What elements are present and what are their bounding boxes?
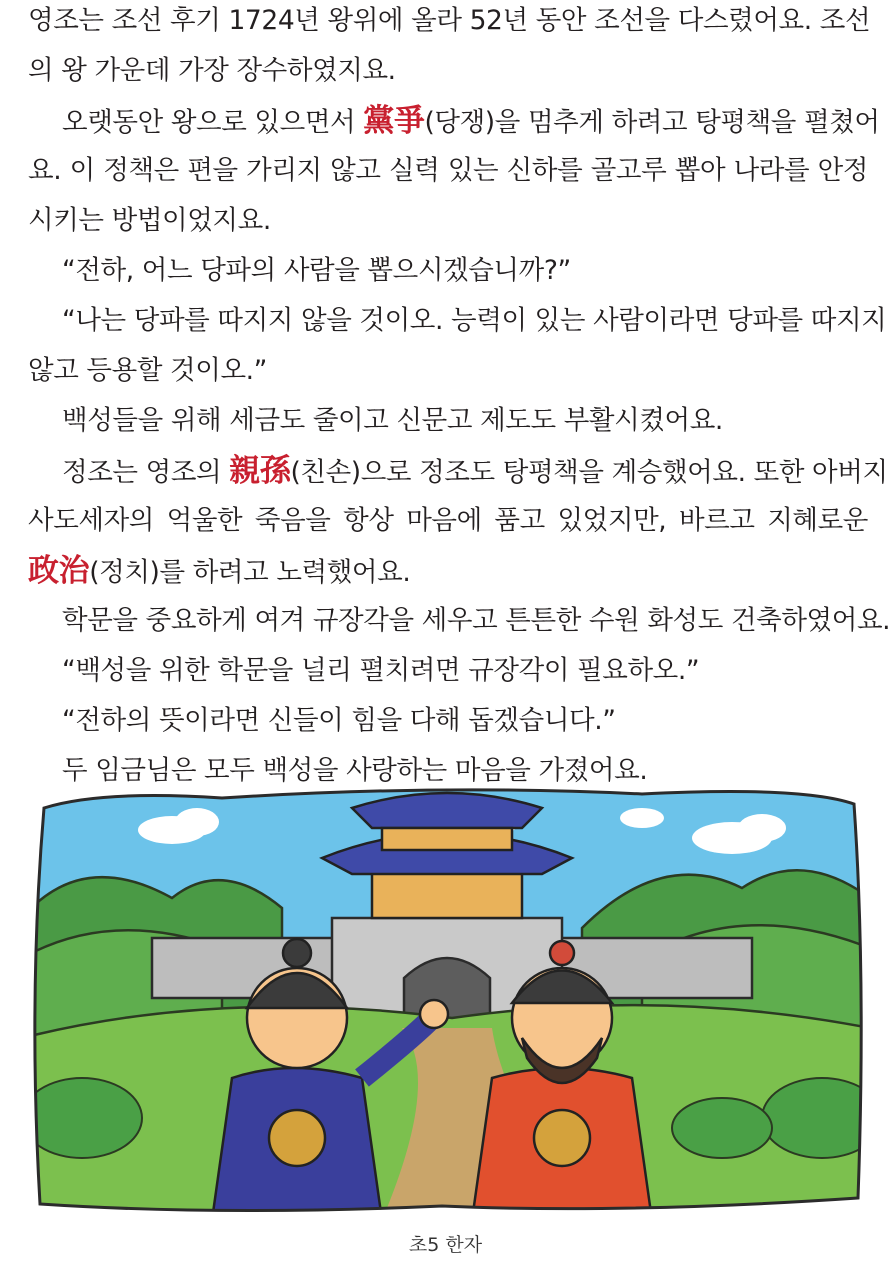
illustration-kings-at-hwaseong <box>22 778 870 1220</box>
paragraph-3: 백성들을 위해 세금도 줄이고 신문고 제도도 부활시켰어요. <box>62 405 723 436</box>
quote-1: “전하, 어느 당파의 사람을 뽑으시겠습니까?” <box>62 255 571 286</box>
hanja-dangjaeng: 黨爭 <box>363 103 425 139</box>
paragraph-1-line-2: 의 왕 가운데 가장 장수하였지요. <box>28 55 396 86</box>
quote-2-line-1: “나는 당파를 따지지 않을 것이오. 능력이 있는 사람이라면 당파를 따지지 <box>62 305 887 336</box>
paragraph-2-line-1: 오랫동안 왕으로 있으면서 黨爭(당쟁)을 멈추게 하려고 탕평책을 펼쳤어 <box>62 103 880 139</box>
quote-3: “백성을 위한 학문을 널리 펼치려면 규장각이 필요하오.” <box>62 655 700 686</box>
paragraph-1-line-1: 영조는 조선 후기 1724년 왕위에 올라 52년 동안 조선을 다스렸어요. 조선 <box>28 5 871 36</box>
paragraph-4-line-1: 정조는 영조의 親孫(친손)으로 정조도 탕평책을 계승했어요. 또한 아버지 <box>62 453 888 489</box>
paragraph-2-line-3: 시키는 방법이었지요. <box>28 205 271 236</box>
hanja-jeongchi: 政治 <box>28 553 90 589</box>
quote-4: “전하의 뜻이라면 신들이 힘을 다해 돕겠습니다.” <box>62 705 616 736</box>
illustration-svg <box>22 778 870 1220</box>
hanja-chinson: 親孫 <box>229 453 291 489</box>
paragraph-5: 학문을 중요하게 여겨 규장각을 세우고 튼튼한 수원 화성도 건축하였어요. <box>62 605 891 636</box>
paragraph-2-line-2: 요. 이 정책은 편을 가리지 않고 실력 있는 신하를 골고루 뽑아 나라를 안정 <box>28 155 868 186</box>
paragraph-4-line-3: 政治(정치)를 하려고 노력했어요. <box>28 553 411 589</box>
footer-label: 초5 한자 <box>408 1234 483 1256</box>
paragraph-6: 두 임금님은 모두 백성을 사랑하는 마음을 가졌어요. <box>62 755 648 786</box>
quote-2-line-2: 않고 등용할 것이오.” <box>28 355 267 386</box>
paragraph-4-line-2: 사도세자의 억울한 죽음을 항상 마음에 품고 있었지만, 바르고 지혜로운 <box>28 505 868 536</box>
